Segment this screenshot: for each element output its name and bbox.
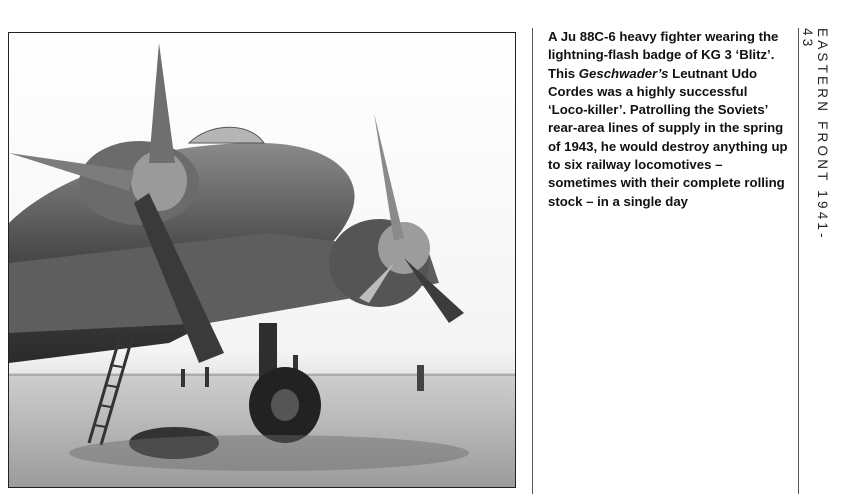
caption-italic-term: Geschwader’s [578,65,669,81]
photo-caption [548,28,788,211]
running-head-divider [798,28,799,494]
caption-text-part2: Leutnant Udo Cordes was a highly successful ‘Loco-killer’. Patrolling the Soviets’ rear-area lines of supply in the spring of 1943, he would destroy anything up to six railway locomotives – sometimes with their complete rolling stock – in a single day [548,65,788,209]
caption-divider [532,28,533,494]
caption-text-part1: A Ju 88C-6 heavy fighter wearing the lightning-flash badge of KG 3 ‘Blitz’. This [548,29,779,81]
aircraft-photo [8,32,516,488]
running-head: EASTERN FRONT 1941-43 [800,28,830,241]
aircraft-photo-illustration [9,33,516,488]
